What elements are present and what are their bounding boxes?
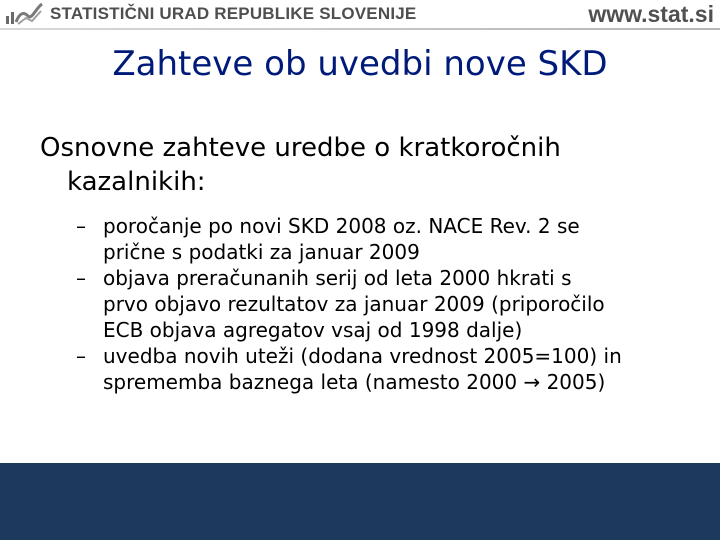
intro-line: kazalnikih:	[67, 167, 206, 197]
bullet-item	[76, 213, 696, 265]
intro-text	[40, 131, 690, 199]
bullet-line: poročanje po novi SKD 2008 oz. NACE Rev. 2 se	[103, 214, 580, 238]
bullet-item	[76, 343, 696, 395]
bullet-dash: –	[76, 214, 86, 238]
bullet-line: prične s podatki za januar 2009	[103, 240, 420, 264]
footer-bar	[0, 463, 720, 540]
bullet-line: ECB objava agregatov vsaj od 1998 dalje)	[103, 318, 523, 342]
bullet-line: sprememba baznega leta (namesto 2000 → 2005)	[103, 370, 606, 394]
slide-title: Zahteve ob uvedbi nove SKD	[112, 44, 608, 84]
surs-logo-icon	[4, 2, 44, 26]
org-name: STATISTIČNI URAD REPUBLIKE SLOVENIJE	[50, 4, 417, 23]
intro-line: Osnovne zahteve uredbe o kratkoročnih	[40, 133, 561, 163]
bullet-line: uvedba novih uteži (dodana vrednost 2005=100) in	[103, 344, 622, 368]
bullet-line: prvo objavo rezultatov za januar 2009 (priporočilo	[103, 292, 605, 316]
website-url: www.stat.si	[588, 1, 714, 27]
bullet-line: objava preračunanih serij od leta 2000 hkrati s	[103, 266, 572, 290]
bullet-dash: –	[76, 344, 86, 368]
bullet-dash: –	[76, 266, 86, 290]
bullet-item	[76, 265, 696, 343]
header-bar	[0, 0, 720, 28]
header-divider	[0, 28, 720, 30]
bullet-list	[76, 213, 696, 395]
